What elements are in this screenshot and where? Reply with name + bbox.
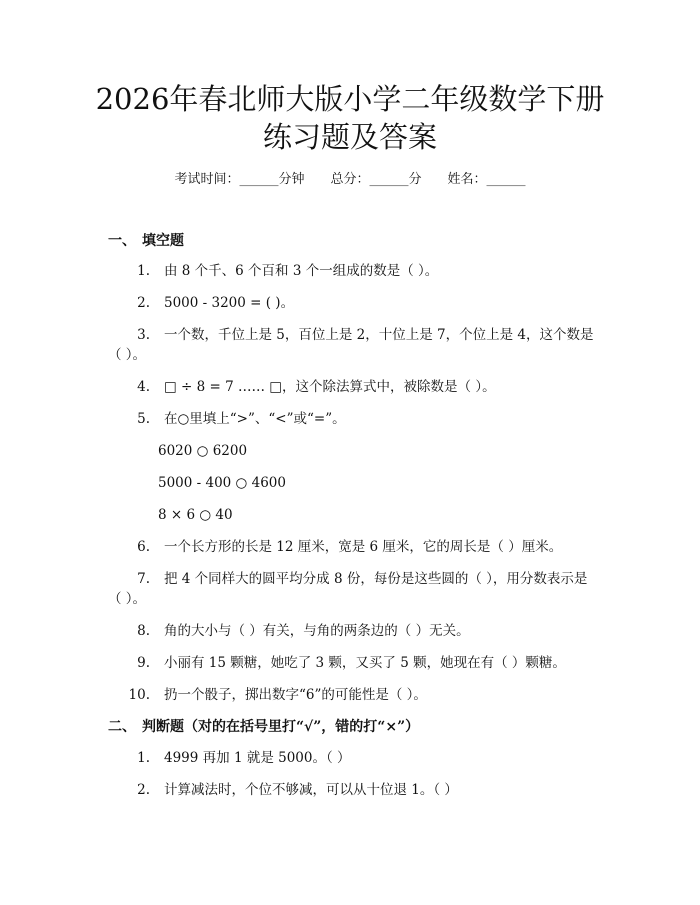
question-item [108, 293, 598, 313]
comparison-item: 8 × 6 ○ 40 [158, 507, 233, 523]
question-text: 4999 再加 1 就是 5000。（ ） [164, 750, 351, 766]
question-item [108, 377, 598, 397]
question-number: 1. [137, 263, 150, 279]
question-number: 4. [137, 379, 150, 395]
question-item [108, 409, 598, 429]
question-number: 1. [137, 750, 150, 766]
question-number: 5. [137, 411, 150, 427]
question-number: 7. [137, 571, 150, 587]
total-score-field: 总分：______分 [330, 172, 422, 187]
question-item [108, 325, 598, 365]
section-heading-fill-in [108, 230, 184, 250]
question-text: 角的大小与（ ）有关，与角的两条边的（ ）无关。 [164, 623, 470, 639]
question-number: 6. [137, 539, 150, 555]
section-heading-true-false [108, 716, 419, 736]
question-text: 一个数，千位上是 5，百位上是 2，十位上是 7，个位上是 4，这个数是（ ）。 [108, 327, 594, 363]
question-text: 小丽有 15 颗糖，她吃了 3 颗，又买了 5 颗，她现在有（ ）颗糖。 [164, 655, 566, 671]
question-number: 3. [137, 327, 150, 343]
question-number: 10. [128, 687, 150, 703]
question-item [108, 569, 598, 609]
section-number: 二、 [108, 719, 136, 735]
question-item [108, 780, 598, 800]
question-item [108, 261, 598, 281]
section-title: 判断题（对的在括号里打“√”，错的打“×”） [142, 719, 420, 735]
question-number: 8. [137, 623, 150, 639]
exam-info-line [0, 168, 700, 187]
question-text: 计算减法时，个位不够减，可以从十位退 1。（ ） [164, 782, 458, 798]
question-item [108, 537, 598, 557]
question-number: 2. [137, 295, 150, 311]
question-item [108, 621, 598, 641]
question-text: 扔一个骰子，掷出数字“6”的可能性是（ ）。 [164, 687, 427, 703]
question-number: 2. [137, 782, 150, 798]
comparison-item: 6020 ○ 6200 [158, 443, 248, 459]
question-item [108, 653, 598, 673]
exam-time-field: 考试时间：______分钟 [174, 172, 305, 187]
question-text: 一个长方形的长是 12 厘米，宽是 6 厘米，它的周长是（ ）厘米。 [164, 539, 563, 555]
student-name-field: 姓名：______ [447, 172, 526, 187]
question-text: 在○里填上“>”、“<”或“=”。 [164, 411, 346, 427]
question-text: 把 4 个同样大的圆平均分成 8 份，每份是这些圆的（ ），用分数表示是（ ）。 [108, 571, 588, 607]
document-title: 2026年春北师大版小学二年级数学下册练习题及答案 [95, 82, 605, 154]
comparison-item: 5000 - 400 ○ 4600 [158, 475, 286, 491]
question-text: 5000 - 3200 = ( )。 [164, 295, 295, 311]
section-title: 填空题 [142, 233, 184, 249]
question-number: 9. [137, 655, 150, 671]
question-item [108, 748, 598, 768]
question-text: □ ÷ 8 = 7 …… □，这个除法算式中，被除数是（ ）。 [164, 379, 496, 395]
question-item [108, 685, 598, 705]
question-text: 由 8 个千、6 个百和 3 个一组成的数是（ ）。 [164, 263, 439, 279]
section-number: 一、 [108, 233, 136, 249]
